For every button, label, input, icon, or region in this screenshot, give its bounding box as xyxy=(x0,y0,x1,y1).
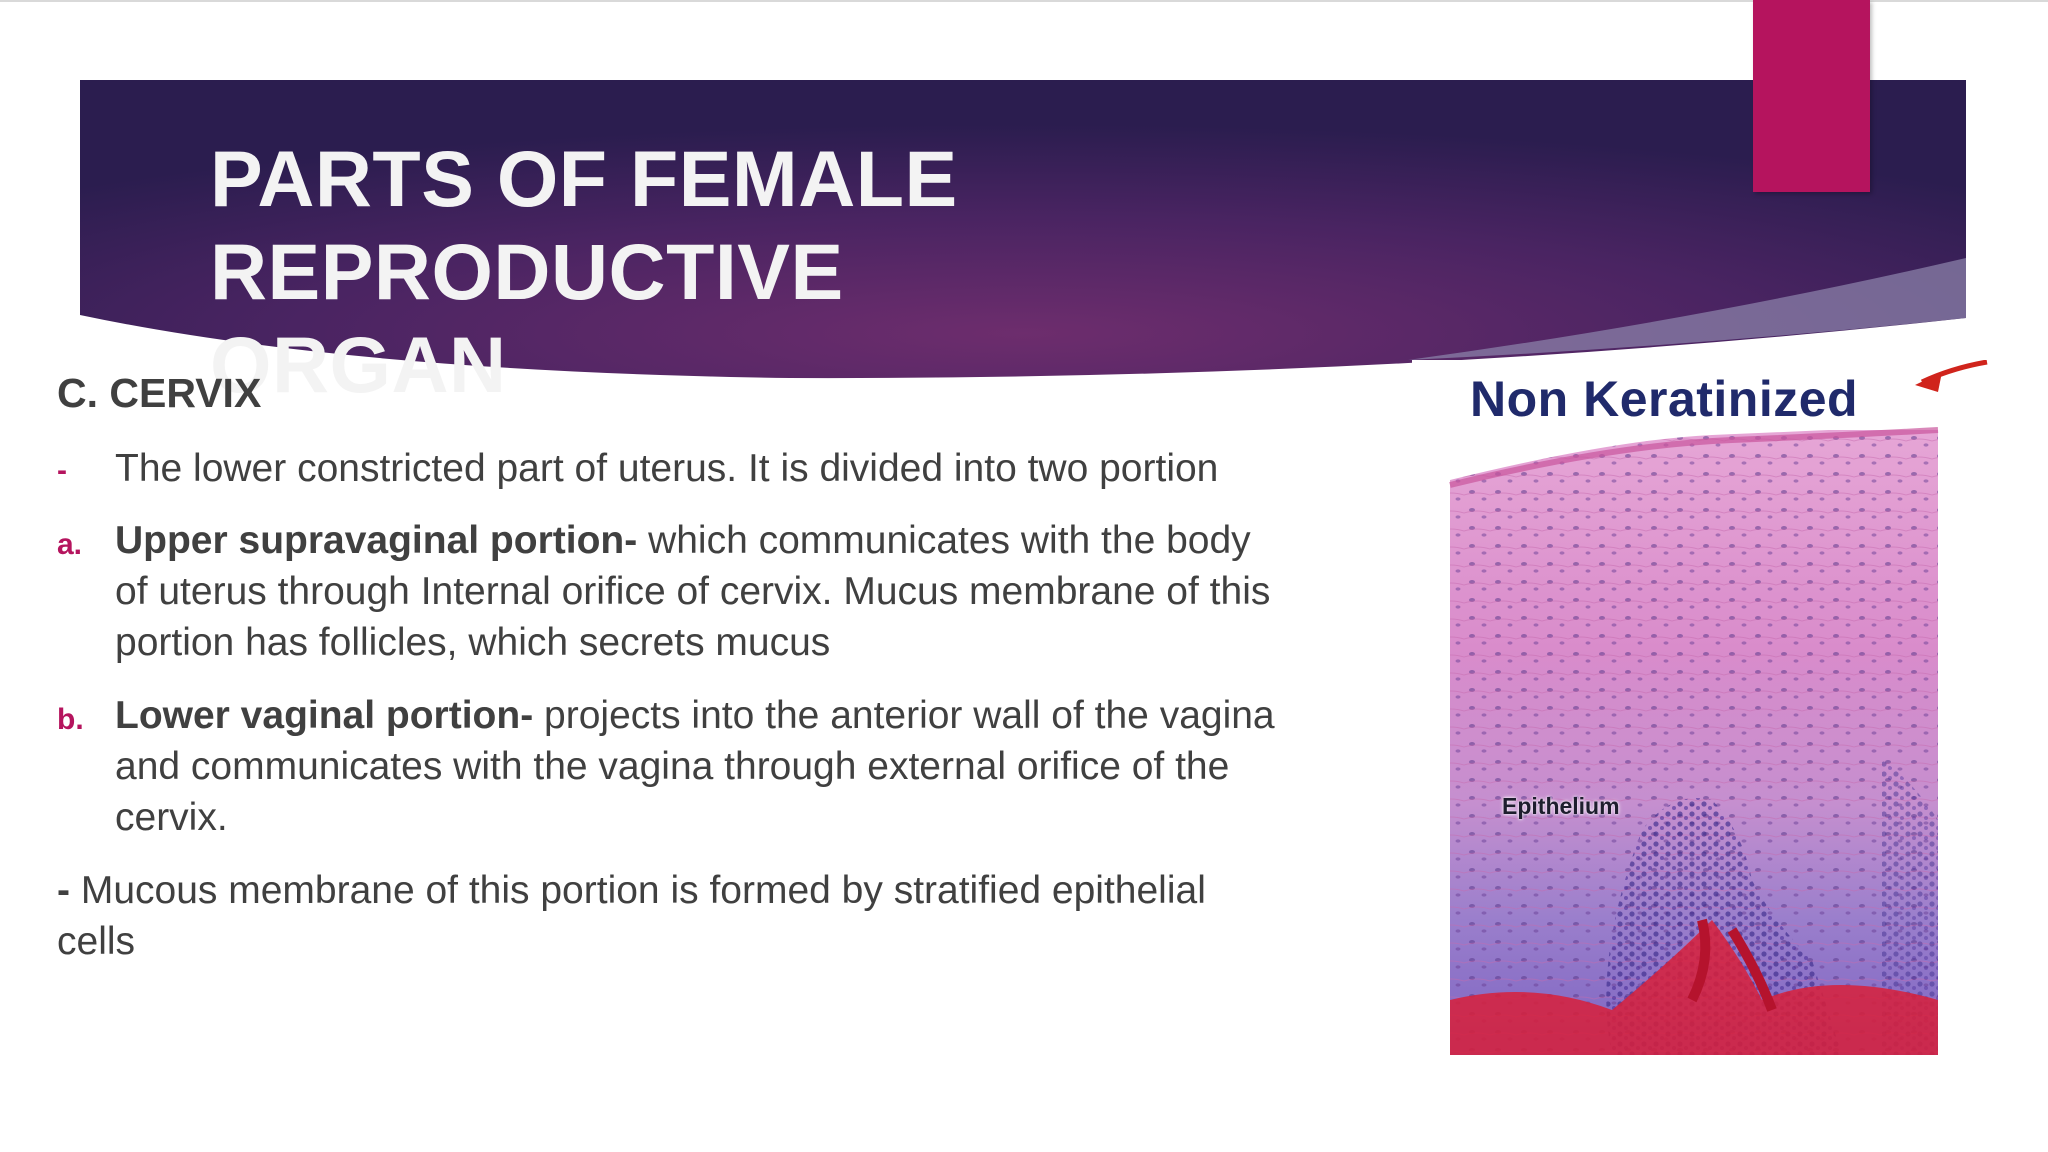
epithelium-label: Epithelium xyxy=(1502,793,1620,819)
bullet-upper-line-2: of uterus through Internal orifice of cervix. Mucus membrane of this xyxy=(115,570,1271,613)
accent-tab xyxy=(1753,0,1870,192)
non-keratinized-label: Non Keratinized xyxy=(1470,371,1859,427)
histology-figure xyxy=(1412,360,1995,1055)
closing-line-1 xyxy=(57,865,1397,916)
bullet-lower-line-2: and communicates with the vagina through external orifice of the xyxy=(115,745,1230,788)
upper-portion-term: Upper supravaginal portion- xyxy=(115,519,638,562)
micrograph-image xyxy=(1412,360,1995,1055)
section-heading: C. CERVIX xyxy=(57,370,262,416)
bullet-intro-text: The lower constricted part of uterus. It is divided into two portion xyxy=(115,447,1219,490)
title-line-1: PARTS OF FEMALE REPRODUCTIVE xyxy=(210,134,958,316)
bullet-lower-line-1 xyxy=(115,690,1455,741)
lower-line-1-text: projects into the anterior wall of the vagina xyxy=(544,694,1275,737)
bullet-upper-line-1 xyxy=(115,515,1455,566)
upper-line-1-text: which communicates with the body xyxy=(648,519,1251,562)
bullet-lower-line-3: cervix. xyxy=(115,796,228,839)
bullet-upper-line-3: portion has follicles, which secrets mucus xyxy=(115,621,831,664)
bullet-lower-text xyxy=(115,690,1455,843)
bullet-b-marker: b. xyxy=(57,703,84,736)
title-line-2: ORGAN xyxy=(210,320,507,409)
bullet-a-marker: a. xyxy=(57,528,83,561)
closing-line-1-text: Mucous membrane of this portion is formed by stratified epithelial xyxy=(80,869,1206,912)
bullet-dash-marker: - xyxy=(57,454,67,487)
closing-line-2: cells xyxy=(57,920,136,963)
closing-paragraph xyxy=(57,865,1397,967)
lower-portion-term: Lower vaginal portion- xyxy=(115,694,534,737)
closing-dash: - xyxy=(57,869,70,912)
slide-title xyxy=(210,132,1610,411)
bullet-upper-text xyxy=(115,515,1455,668)
